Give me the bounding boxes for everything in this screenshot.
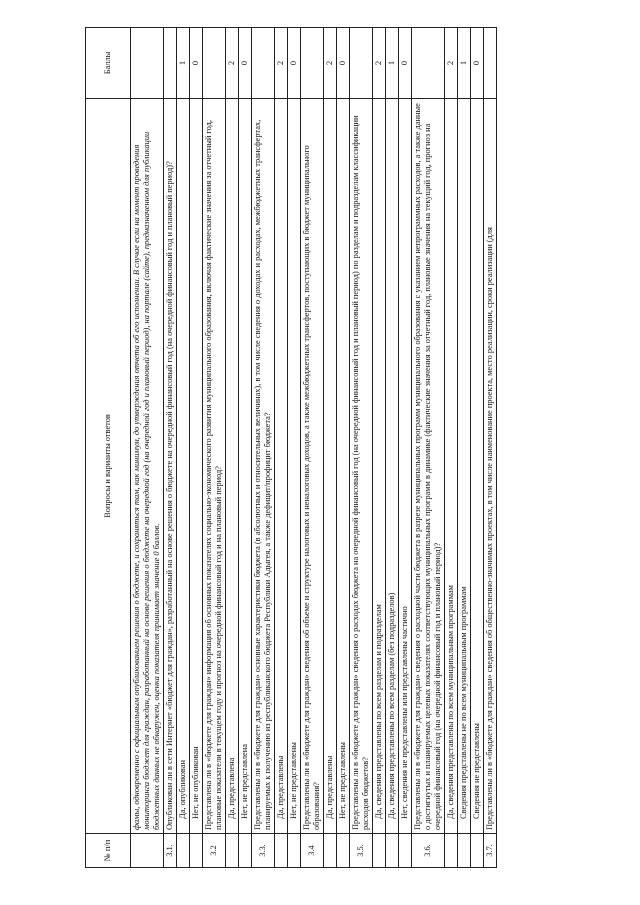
row-number	[190, 834, 203, 868]
row-number	[288, 834, 301, 868]
answer-option: Да, представлены	[324, 99, 337, 834]
answer-option: Да, представлена	[226, 99, 239, 834]
score-value	[484, 28, 497, 99]
table-row	[484, 28, 497, 868]
table-row	[386, 28, 399, 868]
rotated-document-page	[85, 28, 575, 868]
score-value	[252, 28, 275, 99]
question-text: Представлены ли в «бюджете для граждан» сведения о расходной части бюджета в разрезе муниципальных программ муниципального образования с указанием непрограммных расходов, а также данные о достигнутых и планируемых целевых показателях соответствующих муниципальных программ в динамике (фактические значения за отчетный год, плановые значения на текущий год, прогноз на очередной финансовый год (на очередной финансовый год и плановый период)?	[412, 99, 445, 834]
table-row	[252, 28, 275, 868]
table-row	[445, 28, 458, 868]
table-row	[288, 28, 301, 868]
row-number	[445, 834, 458, 868]
score-value: 2	[445, 28, 458, 99]
questions-table	[85, 27, 497, 868]
question-text: Представлены ли в «бюджете для граждан» сведения об объеме и структуре налоговых и неналоговых доходов, а также межбюджетных трансфертов, поступающих в бюджет муниципального образования?	[301, 99, 324, 834]
row-number	[226, 834, 239, 868]
score-value: 0	[239, 28, 252, 99]
table-row	[190, 28, 203, 868]
table-header-row	[86, 28, 131, 868]
row-number	[373, 834, 386, 868]
question-text: Представлены ли в «бюджете для граждан» основные характеристики бюджета (в абсолютных и относительных величинах), в том числе сведения о доходах и расходах, межбюджетных трансфертах, планируемых к получению из республиканского бюджета Республики Адыгея, а также дефицит/профицит бюджета?	[252, 99, 275, 834]
table-row	[471, 28, 484, 868]
header-number: № п/п	[86, 834, 131, 868]
header-score: Баллы	[86, 28, 131, 99]
row-number	[324, 834, 337, 868]
score-value	[412, 28, 445, 99]
answer-option: Нет, не опубликован	[190, 99, 203, 834]
header-questions: Вопросы и варианты ответов	[86, 99, 131, 834]
table-row	[337, 28, 350, 868]
row-number: 3.1.	[164, 834, 177, 868]
answer-option: Нет, не представлены	[337, 99, 350, 834]
score-value: 1	[177, 28, 190, 99]
answer-option: Нет, не представлены	[288, 99, 301, 834]
table-row	[399, 28, 412, 868]
score-value: 2	[324, 28, 337, 99]
score-value: 1	[386, 28, 399, 99]
table-row	[301, 28, 324, 868]
answer-option: Да, сведения представлены по всем разделам (без подразделов)	[386, 99, 399, 834]
row-number	[239, 834, 252, 868]
answer-option: Сведения представлены не по всем муниципальным программам	[458, 99, 471, 834]
row-number: 3.7.	[484, 834, 497, 868]
score-value	[301, 28, 324, 99]
table-row	[324, 28, 337, 868]
question-text: Представлены ли в «бюджете для граждан» сведения о расходах бюджета на очередной финансовый год (на очередной финансовый год и плановый период) по разделам и подразделам классификации расходов бюджетов?	[350, 99, 373, 834]
row-number: 3.5.	[350, 834, 373, 868]
row-number: 3.3.	[252, 834, 275, 868]
score-value: 0	[471, 28, 484, 99]
score-value: 2	[275, 28, 288, 99]
table-row	[275, 28, 288, 868]
row-number	[399, 834, 412, 868]
row-number: 3.6.	[412, 834, 445, 868]
row-number	[458, 834, 471, 868]
score-value	[203, 28, 226, 99]
question-text: Представлена ли в «бюджете для граждан» информация об основных показателях социально-экономического развития муниципального образования, включая фактические значения за отчетный год, плановые показатели в текущем году и прогноз на очередной финансовый год и на плановый период?	[203, 99, 226, 834]
row-number	[337, 834, 350, 868]
answer-option: Да, сведения представлены по всем разделам и подразделам	[373, 99, 386, 834]
score-value	[164, 28, 177, 99]
answer-option: Да, опубликован	[177, 99, 190, 834]
question-text: Опубликован ли в сети Интернет «бюджет для граждан», разработанный на основе решения о бюджете на очередной финансовый год (на очередной финансовый год и плановый период)?	[164, 99, 177, 834]
answer-option: Нет, сведения не представлены или представлены частично	[399, 99, 412, 834]
row-number	[177, 834, 190, 868]
table-row	[203, 28, 226, 868]
score-value: 1	[458, 28, 471, 99]
answer-option: Да, представлены	[275, 99, 288, 834]
table-row	[164, 28, 177, 868]
question-text: Представлены ли в «бюджете для граждан» сведения об общественно-значимых проектах, в том числе наименование проекта, место реализации, сроки реализации (для	[484, 99, 497, 834]
table-row	[373, 28, 386, 868]
intro-row	[131, 28, 164, 868]
table-row	[350, 28, 373, 868]
row-number	[471, 834, 484, 868]
row-number	[275, 834, 288, 868]
table-row	[239, 28, 252, 868]
intro-text: фамы, одновременно с официальным опубликованием решения о бюджете, и сохраняться там, как минимум, до утверждения отчета об его исполнении. В случае если на момент проведения мониторинга бюджет для граждан, разработанный на основе решения о бюджете на очередной год (на очередной год и плановый период), на портале (сайте), предназначенном для публикации бюджетных данных не обнаружен, оценка показателя принимает значение 0 баллов.	[131, 99, 164, 834]
score-value: 2	[226, 28, 239, 99]
score-value: 0	[288, 28, 301, 99]
score-value: 0	[399, 28, 412, 99]
score-value	[350, 28, 373, 99]
row-number: 3.4	[301, 834, 324, 868]
table-row	[458, 28, 471, 868]
score-value: 0	[337, 28, 350, 99]
table-row	[226, 28, 239, 868]
score-value: 2	[373, 28, 386, 99]
row-number	[386, 834, 399, 868]
answer-option: Да, сведения представлены по всем муниципальным программам	[445, 99, 458, 834]
answer-option: Сведения не представлены	[471, 99, 484, 834]
table-row	[412, 28, 445, 868]
answer-option: Нет, не представлена	[239, 99, 252, 834]
row-number: 3.2	[203, 834, 226, 868]
table-row	[177, 28, 190, 868]
score-value: 0	[190, 28, 203, 99]
